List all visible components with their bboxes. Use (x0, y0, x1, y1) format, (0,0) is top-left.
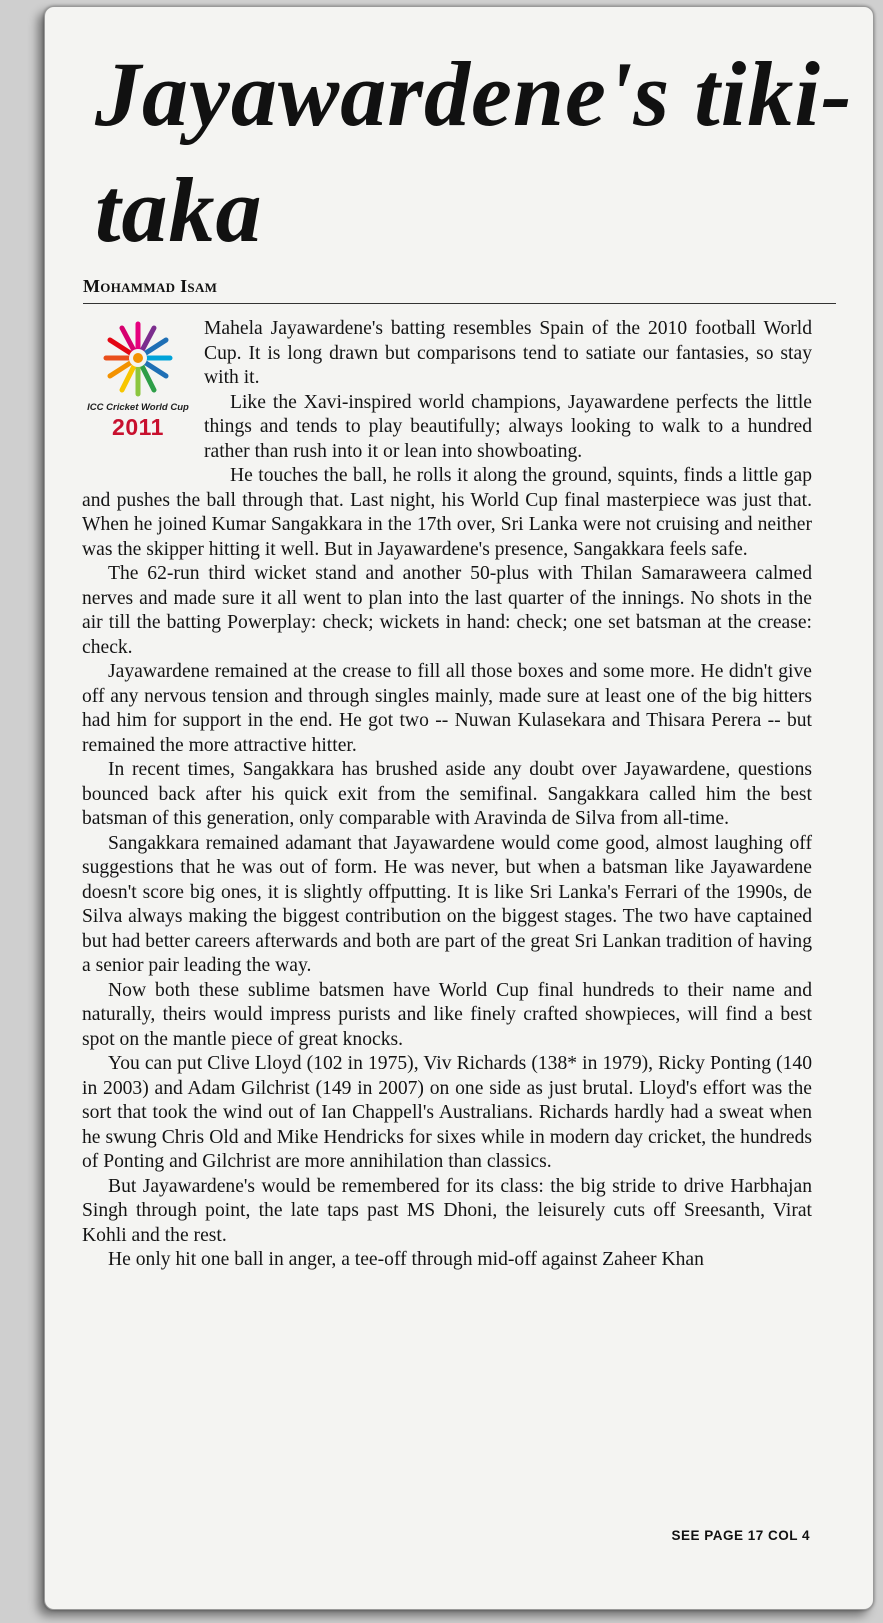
headline: Jayawardene's tiki-taka (95, 43, 853, 261)
paragraph: He touches the ball, he rolls it along the ground, squints, finds a little gap and pushes the ball through that. Last night, his World Cup final masterpiece was just that. When he joined Kumar Sangakkara in the 17th over, Sri Lanka were not cruising and neither was the skipper hitting it well. But in Jayawardene's presence, Sangakkara feels safe. (82, 465, 812, 560)
paragraph: Sangakkara remained adamant that Jayawardene would come good, almost laughing off suggestions that he was out of form. He was never, but when a batsman like Jayawardene doesn't score big ones, it is slightly offputting. It is like Sri Lanka's Ferrari of the 1990s, de Silva always making the biggest contribution on the biggest stages. The two have captained but had better careers afterwards and both are part of the great Sri Lankan tradition of having a senior pair leading the way. (82, 832, 812, 976)
logo-caption: ICC Cricket World Cup (87, 402, 189, 413)
logo-year: 2011 (112, 414, 164, 440)
logo-spacer (82, 317, 204, 465)
paragraph: In recent times, Sangakkara has brushed aside any doubt over Jayawardene, questions bounced back after his quick exit from the semifinal. Sangakkara called him the best batsman of this generation, only comparable with Aravinda de Silva from all-time. (82, 759, 812, 829)
paragraph: Mahela Jayawardene's batting resembles Spain of the 2010 football World Cup. It is long drawn but comparisons tend to satiate our fantasies, so stay with it. (204, 318, 812, 388)
continuation-note: SEE PAGE 17 COL 4 (671, 1528, 810, 1543)
article-body (82, 317, 812, 1273)
paragraph: You can put Clive Lloyd (102 in 1975), Viv Richards (138* in 1979), Ricky Ponting (140 in 2003) and Adam Gilchrist (149 in 2007) on one side as just brutal. Lloyd's effort was the sort that took the wind out of Ian Chappell's Australians. Richards hardly had a sweat when he swung Chris Old and Mike Hendricks for sixes while in modern day cricket, the hundreds of Ponting and Gilchrist are more annihilation than classics. (82, 1053, 812, 1172)
paragraph: The 62-run third wicket stand and another 50-plus with Thilan Samaraweera calmed nerves and made sure it all went to plan into the last quarter of the innings. No shots in the air till the batting Powerplay: check; wickets in hand: check; one set batsman at the crease: check. (82, 563, 812, 658)
paragraph: He only hit one ball in anger, a tee-off through mid-off against Zaheer Khan (108, 1249, 704, 1270)
byline: Mohammad Isam (83, 276, 836, 304)
paragraph: Jayawardene remained at the crease to fill all those boxes and some more. He didn't give off any nervous tension and through singles mainly, made sure at least one of the big hitters had him for support in the end. He got two -- Nuwan Kulasekara and Thisara Perera -- but remained the more attractive hitter. (82, 661, 812, 756)
paragraph: Now both these sublime batsmen have World Cup final hundreds to their name and naturally, theirs would impress purists and like finely crafted showpieces, will find a best spot on the mantle piece of great knocks. (82, 979, 812, 1050)
paragraph: Like the Xavi-inspired world champions, Jayawardene perfects the little things and tends to play beautifully; always looking to walk to a hundred rather than rush into it or lean into showboating. (204, 391, 812, 462)
paragraph: But Jayawardene's would be remembered for its class: the big stride to drive Harbhajan Singh through point, the late taps past MS Dhoni, the leisurely cuts off Sreesanth, Virat Kohli and the rest. (82, 1175, 812, 1246)
